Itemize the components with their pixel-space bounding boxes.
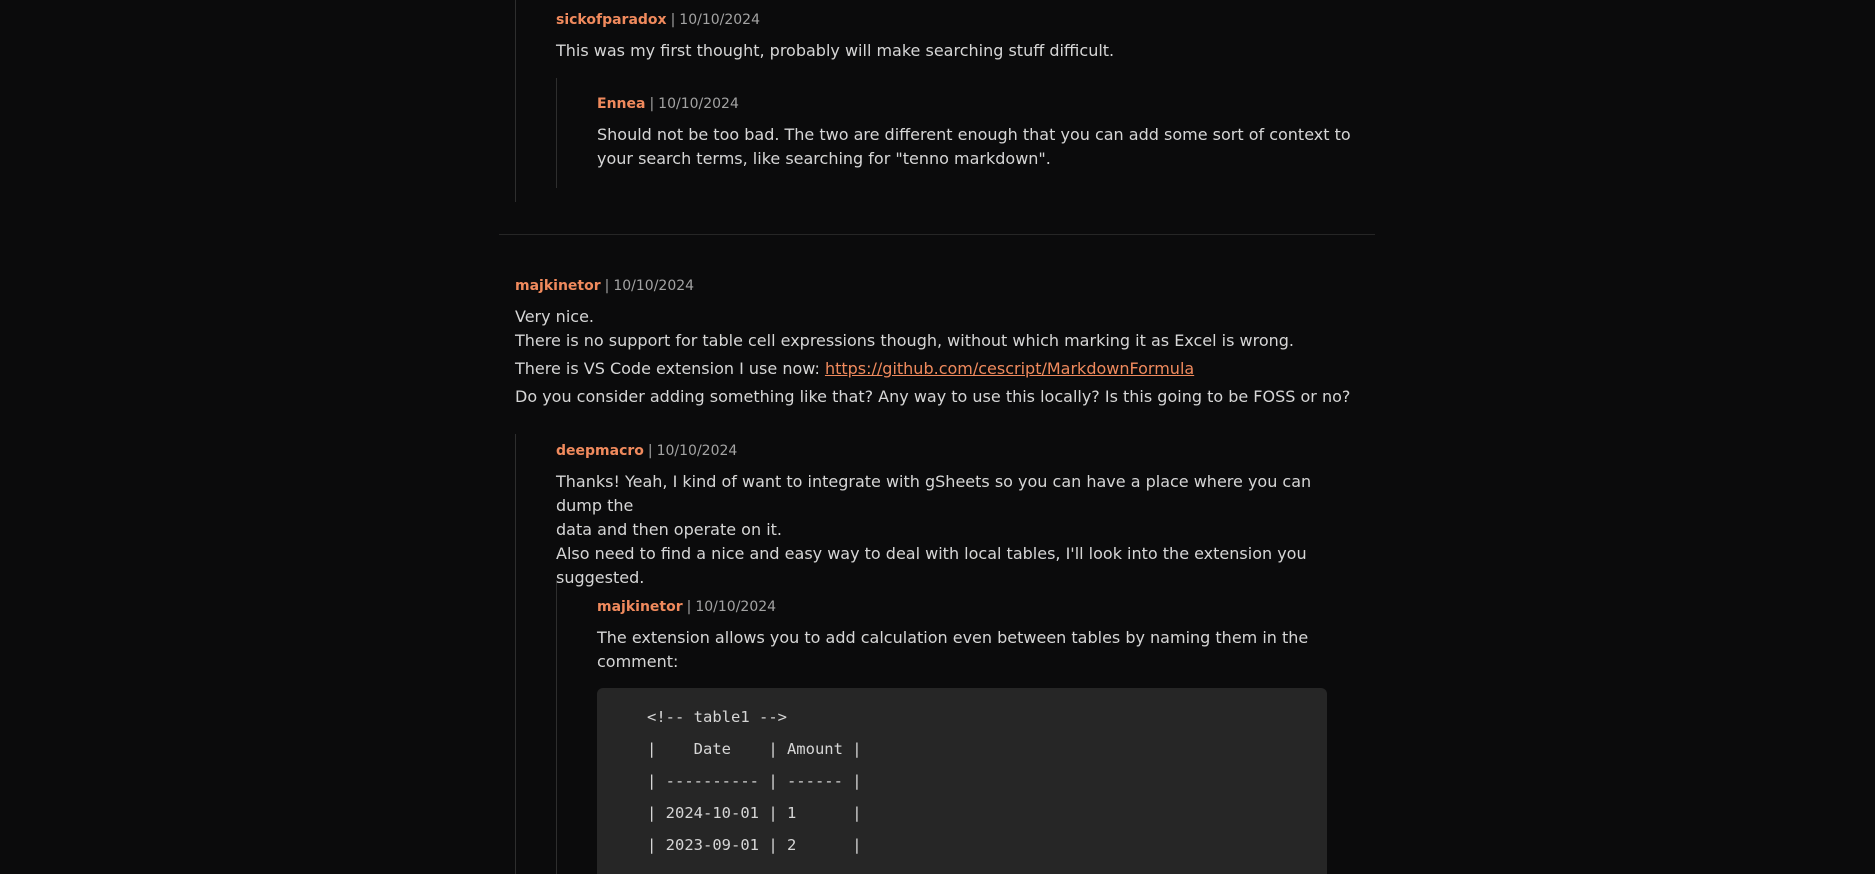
comment-text-line: Also need to find a nice and easy way to deal with local tables, I'll look into the extension you xyxy=(556,544,1307,563)
comment-majkinetor xyxy=(515,276,1375,409)
comment-body xyxy=(597,626,1357,674)
comment-text-line: Thanks! Yeah, I kind of want to integrate with gSheets so you can have a place where you can dump the xyxy=(556,472,1312,515)
comment-body xyxy=(515,305,1375,409)
comment-text-line: your search terms, like searching for "tenno markdown". xyxy=(597,149,1051,168)
comment-date: 10/10/2024 xyxy=(679,12,760,28)
thread-line-level1-top xyxy=(515,0,516,202)
comment-text-line xyxy=(515,357,1375,381)
comment-text-line: There is no support for table cell expressions though, without which marking it as Excel is wrong. xyxy=(515,331,1295,350)
comment-date: 10/10/2024 xyxy=(658,96,739,112)
comment-text-prefix: There is VS Code extension I use now: xyxy=(515,359,825,378)
extension-link[interactable]: https://github.com/cescript/MarkdownFormula xyxy=(824,359,1195,378)
comment-text-line: suggested. xyxy=(556,568,645,587)
comment-ennea xyxy=(597,94,1357,171)
meta-separator: | xyxy=(686,599,692,615)
meta-separator: | xyxy=(670,12,676,28)
comment-author[interactable]: majkinetor xyxy=(515,278,601,294)
thread-line-level2-top xyxy=(556,78,557,188)
comment-body xyxy=(556,470,1356,590)
code-line: | 2023-09-01 | 2 | xyxy=(647,836,862,854)
comment-sickofparadox xyxy=(556,10,1356,63)
comment-text-line: data and then operate on it. xyxy=(556,520,782,539)
comment-date: 10/10/2024 xyxy=(695,599,777,615)
comment-author[interactable]: sickofparadox xyxy=(556,12,667,28)
comment-meta xyxy=(556,10,1356,30)
comment-author[interactable]: Ennea xyxy=(597,96,646,112)
comment-body xyxy=(556,39,1356,63)
comment-meta xyxy=(597,597,1357,617)
comment-text-line: Should not be too bad. The two are different enough that you can add some sort of context to xyxy=(597,125,1351,144)
code-line: | Date | Amount | xyxy=(647,740,862,758)
comment-date: 10/10/2024 xyxy=(613,278,695,294)
comment-author[interactable]: majkinetor xyxy=(597,599,683,615)
comment-meta xyxy=(515,276,1375,296)
comment-text-line: Very nice. xyxy=(515,307,594,326)
comment-majkinetor-reply xyxy=(597,597,1357,674)
meta-separator: | xyxy=(649,96,655,112)
comment-text-line: comment: xyxy=(597,652,679,671)
code-block xyxy=(597,688,1327,874)
comment-meta xyxy=(556,441,1356,461)
code-line: <!-- table1 --> xyxy=(647,708,787,726)
code-line: | ---------- | ------ | xyxy=(647,772,862,790)
comment-date: 10/10/2024 xyxy=(656,443,738,459)
comment-text-line: Do you consider adding something like that? Any way to use this locally? Is this going to be FOSS or no? xyxy=(515,387,1351,406)
meta-separator: | xyxy=(647,443,653,459)
comment-body xyxy=(597,123,1357,171)
meta-separator: | xyxy=(604,278,610,294)
comment-divider xyxy=(499,234,1375,235)
comment-meta xyxy=(597,94,1357,114)
thread-line-level2-bottom xyxy=(556,580,557,874)
code-line: | 2024-10-01 | 1 | xyxy=(647,804,862,822)
comment-author[interactable]: deepmacro xyxy=(556,443,644,459)
comment-text: This was my first thought, probably will make searching stuff difficult. xyxy=(556,41,1115,60)
comment-text-line: The extension allows you to add calculation even between tables by naming them in the xyxy=(597,628,1309,647)
comment-deepmacro xyxy=(556,441,1356,590)
thread-line-level1-bottom xyxy=(515,434,516,874)
